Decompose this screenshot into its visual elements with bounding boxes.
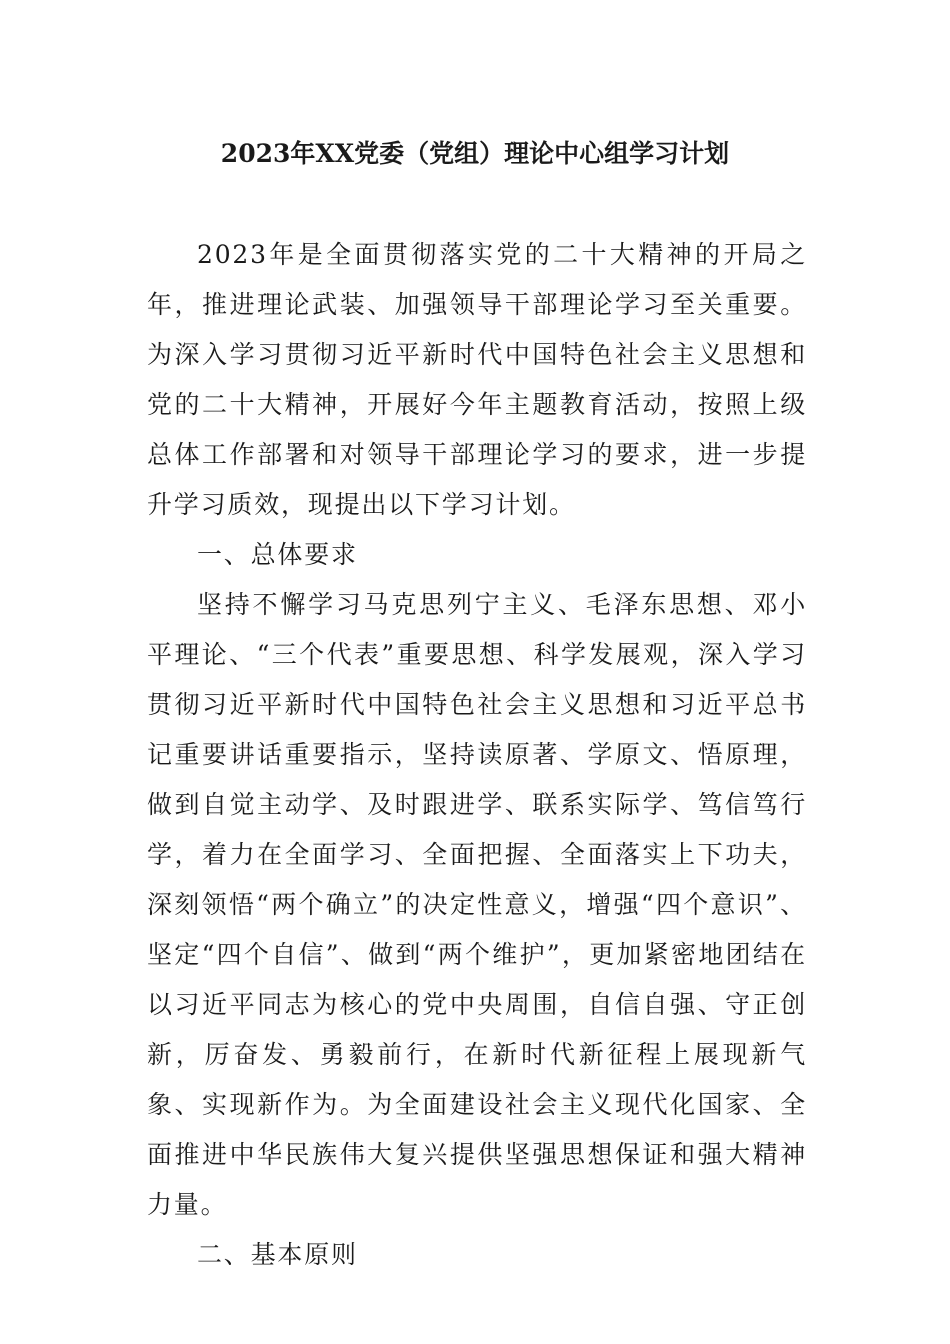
document-body [147,230,807,1280]
overall-requirements-paragraph: 坚持不懈学习马克思列宁主义、毛泽东思想、邓小平理论、“三个代表”重要思想、科学发展观，深入学习贯彻习近平新时代中国特色社会主义思想和习近平总书记重要讲话重要指示，坚持读原著、学原文、悟原理，做到自觉主动学、及时跟进学、联系实际学、笃信笃行学，着力在全面学习、全面把握、全面落实上下功夫，深刻领悟“两个确立”的决定性意义，增强“四个意识”、坚定“四个自信”、做到“两个维护”，更加紧密地团结在以习近平同志为核心的党中央周围，自信自强、守正创新，厉奋发、勇毅前行，在新时代新征程上展现新气象、实现新作为。为全面建设社会主义现代化国家、全面推进中华民族伟大复兴提供坚强思想保证和强大精神力量。 [147,590,807,1219]
section-heading-basic-principles: 二、基本原则 [197,1240,358,1269]
document-title: 2023年XX党委（党组）理论中心组学习计划 [220,139,730,168]
section-heading-overall-requirements: 一、总体要求 [197,540,358,569]
intro-paragraph: 2023年是全面贯彻落实党的二十大精神的开局之年，推进理论武装、加强领导干部理论学习至关重要。为深入学习贯彻习近平新时代中国特色社会主义思想和党的二十大精神，开展好今年主题教育活动，按照上级总体工作部署和对领导干部理论学习的要求，进一步提升学习质效，现提出以下学习计划。 [147,240,807,519]
